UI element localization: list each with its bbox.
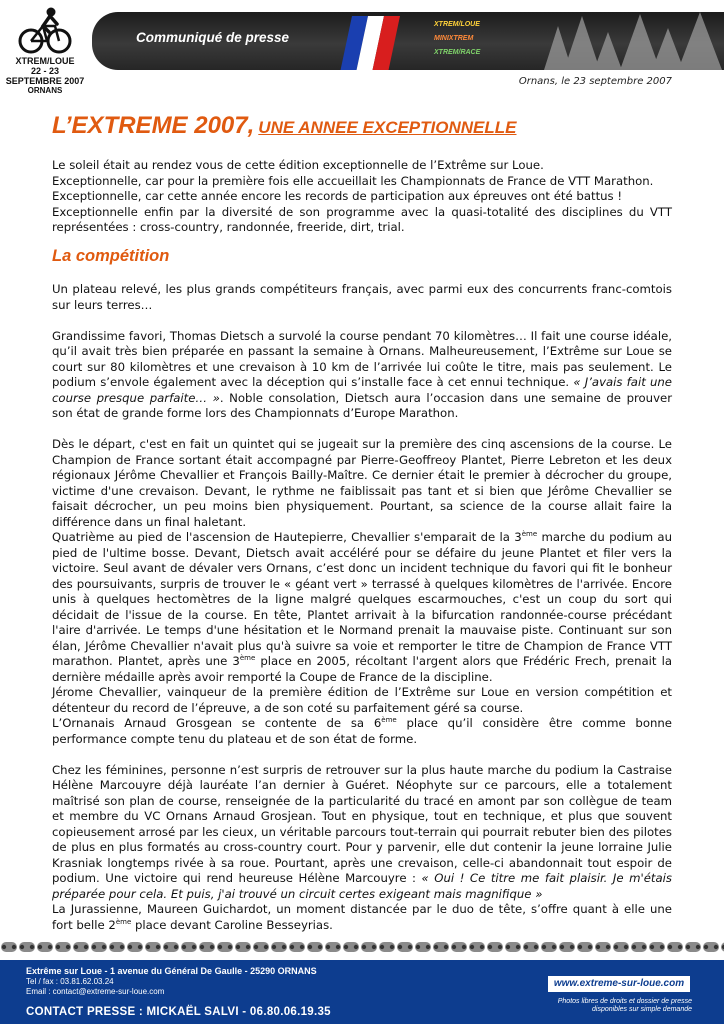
paragraph xyxy=(52,763,672,903)
title-main: L’EXTREME 2007, xyxy=(52,112,255,139)
footer-phone: Tel / fax : 03.81.62.03.24 xyxy=(26,976,114,986)
superscript: ème xyxy=(381,716,397,725)
paragraph-text: La Jurassienne, Maureen Guichardot, un moment distancée par le duo de tête, s’offre quant à elle une fort belle 2 xyxy=(52,902,672,932)
pine-trees-icon xyxy=(524,12,724,70)
intro-line: Le soleil était au rendez vous de cette édition exceptionnelle de l’Extrême sur Loue. xyxy=(52,158,544,172)
quote-marcouyre: « Oui ! Ce titre me fait plaisir. Je m'étais préparée pour cela. Et puis, j'ai trouvé un circuit certes exigeant mais magnifique » xyxy=(52,871,672,901)
title-subtitle: UNE ANNEE EXCEPTIONNELLE xyxy=(258,118,517,137)
paragraph: Jérome Chevallier, vainqueur de la première édition de l’Extrême sur Loue en version compétition et détenteur du record de l’épreuve, a de son coté su parfaitement géré sa course. xyxy=(52,685,672,715)
french-flag-icon xyxy=(332,12,412,70)
article-title xyxy=(52,112,516,140)
logo-dates: 22 - 23 SEPTEMBRE 2007 xyxy=(5,66,85,86)
brand-xtrem-race: XTREM/RACE xyxy=(434,49,481,56)
footer-bar xyxy=(0,960,724,1024)
photo-note: Photos libres de droits et dossier de presse disponibles sur simple demande xyxy=(557,998,692,1013)
cyclist-logo-icon xyxy=(17,6,73,56)
bike-chain-decoration xyxy=(0,936,724,958)
paragraph-text: Grandissime favori, Thomas Dietsch a survolé la course pendant 70 kilomètres… Il fait une course idéale, qu’il avait très bien préparée en passant la semaine à Ornans. Malheureusement, l’Extrême sur Loue se court sur 80 kilomètres et une crevaison à 10 km de l’arrivée lui coûte le titre, mais pas seulement. Le podium s’envole également avec la déception qui s’installe face à cet ennui technique. xyxy=(52,328,672,389)
paragraph-text: place qu’il considère être comme bonne performance compte tenu du plateau et de son état de forme. xyxy=(52,716,672,746)
article-body xyxy=(52,282,672,933)
superscript: ème xyxy=(115,917,132,926)
footer-email[interactable]: Email : contact@extreme-sur-loue.com xyxy=(26,987,165,996)
paragraph-text: place en 2005, récoltant l'argent alors que Frédéric Frech, prenait la dernière médaille après avoir remporté la Coupe de France de la discipline. xyxy=(52,654,672,684)
logo-name: XTREM/LOUE xyxy=(15,56,75,66)
paragraph xyxy=(52,716,672,747)
paragraph xyxy=(52,329,672,422)
brand-logos xyxy=(434,18,504,60)
footer-address: Extrême sur Loue - 1 avenue du Général De Gaulle - 25290 ORNANS xyxy=(26,966,317,976)
paragraph-text: Quatrième au pied de l'ascension de Hautepierre, Chevallier s'emparait de la 3 xyxy=(52,530,522,544)
paragraph: Dès le départ, c'est en fait un quintet qui se jugeait sur la première des cinq ascensions de la course. Le Champion de France sortant était accompagné par Pierre-Geoffreoy Plantet, Pierre Lebreton et les deux régionaux Jérôme Chevallier et François Bailly-Maître. Ce dernier était le premier à décrocher du groupe, victime d'une crevaison. Devant, le rythme ne faiblissait pas tant et si bien que Jérôme Chevallier se faisait décrocher, un peu moins bien physiquement. Pourtant, sa science de la course allait faire la différence dans un final haletant. xyxy=(52,437,672,529)
contact-press: CONTACT PRESSE : MICKAËL SALVI - 06.80.06.19.35 xyxy=(26,1006,331,1018)
intro-block xyxy=(52,158,672,236)
paragraph-text: L’Ornanais Arnaud Grosgean se contente de sa 6 xyxy=(52,716,382,730)
date-line: Ornans, le 23 septembre 2007 xyxy=(518,76,672,87)
superscript: ème xyxy=(521,530,538,539)
section-title: La compétition xyxy=(52,247,170,265)
logo-town: ORNANS xyxy=(27,86,63,95)
brand-minixtrem: MINIXTREM xyxy=(434,35,474,42)
paragraph xyxy=(52,530,672,685)
paragraph: Un plateau relevé, les plus grands compétiteurs français, avec parmi eux des concurrents franc-comtois sur leurs terres… xyxy=(52,282,672,312)
paragraph xyxy=(52,902,672,933)
footer-contact xyxy=(26,966,317,998)
superscript: ème xyxy=(239,654,256,663)
paragraph-text: marche du podium au pied de l'ultime bosse. Devant, Dietsch avait accéléré pour se défaire du jeune Plantet et filer vers la victoire. Seul avant de dévaler vers Ornans, c’est donc un incident technique du favori qui fit le bonheur des poursuivants, surpris de trouver le « géant vert » terrassé à quelques kilomètres de l'arrivée. Encore unis à quelques hectomètres de la ligne malgré quelques escarmouches, c'est un coup du sort qui décidait de l'issue de la course. En tête, Plantet arrivait à la bifurcation randonnée-course précédant l'aire d'arrivée. Le temps d'une hésitation et le Normand prenait la mauvaise piste. Continuant sur son élan, Jérôme Chevallier n'avait plus qu'à suivre sa voie et remporter le titre de Champion de France VTT marathon. Plantet, après une 3 xyxy=(52,530,672,668)
intro-line: Exceptionnelle enfin par la diversité de son programme avec la quasi-totalité des disciplines du VTT représentées : cross-country, randonnée, freeride, dirt, trial. xyxy=(52,204,672,234)
intro-line: Exceptionnelle, car cette année encore les records de participation aux épreuves ont été battus ! xyxy=(52,189,623,203)
website-link[interactable]: www.extreme-sur-loue.com xyxy=(548,976,690,992)
brand-xtrem-loue: XTREM/LOUE xyxy=(434,21,480,28)
paragraph-text: . Noble consolation, Dietsch aura l’occasion dans une semaine de prouver son état de grande forme lors des Championnats d’Europe Marathon. xyxy=(52,390,673,420)
paragraph-text: place devant Caroline Besseyrias. xyxy=(131,917,333,932)
intro-line: Exceptionnelle, car pour la première fois elle accueillait les Championnats de France de VTT Marathon. xyxy=(52,173,654,188)
paragraph-text: Chez les féminines, personne n’est surpris de retrouver sur la plus haute marche du podium la Castraise Hélène Marcouyre déjà lauréate l’an dernier à Guéret. Néophyte sur ce parcours, elle a totalement maîtrisé son plan de course, renseignée de la particularité du tracé en amont par son collègue de team et membre du VC Ornans Arnaud Grosjean. Tout en physique, tout en technique, et plus que souvent copieusement arrosé par les cieux, un véritable parcours tout-terrain qui pourrait rebuter bien des pilotes de plus en plus formatés au cross-country court. Pour y parvenir, elle dut contenir la jeune lorraine Julie Krasniak longtemps rivée à sa roue. Pourtant, après une crevaison, celle-ci abandonnait tout espoir de podium. Une victoire qui rend heureuse Hélène Marcouyre : xyxy=(52,762,672,885)
header-banner xyxy=(92,12,724,70)
quote-dietsch: « J’avais fait une course presque parfaite… » xyxy=(52,375,672,405)
event-logo xyxy=(4,6,86,95)
banner-title: Communiqué de presse xyxy=(136,30,290,45)
